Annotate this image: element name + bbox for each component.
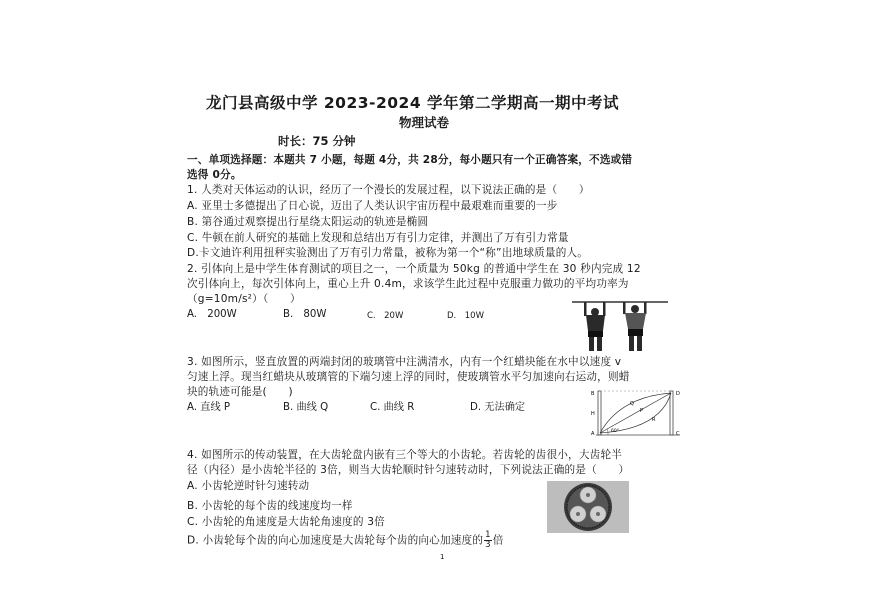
q2-stem-line2: 次引体向上，每次引体向上，重心上升 0.4m，求该学生此过程中克服重力做功的平均功率为 — [187, 278, 629, 290]
gear-photo — [547, 481, 629, 533]
label-d: D — [676, 391, 680, 397]
page-number: 1 — [440, 553, 445, 561]
q3-option-c: C. 曲线 R — [370, 402, 415, 413]
q2-stem-line3: （g=10m/s²）（ ） — [187, 293, 301, 305]
q2-stem-line1: 2. 引体向上是中学生体育测试的项目之一，一个质量为 50kg 的普通中学生在 30 秒内完成 12 — [187, 263, 641, 275]
q2-option-c: C. 20W — [367, 311, 404, 321]
q4-option-d-text: D. 小齿轮每个齿的向心加速度是大齿轮每个齿的向心加速度的 — [187, 534, 484, 547]
q3-option-b: B. 曲线 Q — [283, 402, 329, 413]
label-r: R — [652, 417, 656, 423]
q3-option-d: D. 无法确定 — [470, 402, 526, 413]
label-p: P — [640, 408, 644, 414]
pull-up-figure — [570, 298, 670, 354]
q4-option-c: C. 小齿轮的角速度是大齿轮角速度的 3倍 — [187, 516, 385, 528]
q1-option-c: C. 牛顿在前人研究的基础上发现和总结出万有引力定律，并测出了万有引力常量 — [187, 232, 569, 244]
q4-option-b: B. 小齿轮的每个齿的线速度均一样 — [187, 500, 353, 512]
exam-title: 龙门县高级中学 2023-2024 学年第二学期高一期中考试 — [206, 94, 620, 112]
label-a: A — [591, 431, 595, 437]
q4-option-a: A. 小齿轮逆时针匀速转动 — [187, 480, 310, 492]
label-q: Q — [630, 401, 634, 407]
q4-option-d-suffix: 倍 — [492, 534, 504, 547]
exam-subtitle: 物理试卷 — [399, 115, 450, 130]
label-c: C — [676, 431, 680, 437]
q4-stem-line1: 4. 如图所示的传动装置，在大齿轮盘内嵌有三个等大的小齿轮。若齿轮的齿很小，大齿轮半 — [187, 449, 623, 461]
q1-option-d: D.卡文迪许利用扭秤实验测出了万有引力常量，被称为第一个“称”出地球质量的人。 — [187, 247, 589, 259]
q3-stem-line2: 匀速上浮。现当红蜡块从玻璃管的下端匀速上浮的同时，使玻璃管水平匀加速向右运动，则蜡 — [187, 371, 630, 383]
section-instructions-line1: 一、单项选择题：本题共 7 小题，每题 4分，共 28分，每小题只有一个正确答案，不选或错 — [187, 154, 633, 166]
q2-option-a: A. 200W — [187, 309, 237, 320]
fraction-one-third — [484, 531, 492, 550]
q3-stem-line1: 3. 如图所示，竖直放置的两端封闭的玻璃管中注满清水，内有一个红蜡块能在水中以速度 v — [187, 356, 622, 368]
q1-option-a: A. 亚里士多德提出了日心说，迈出了人类认识宇宙历程中最艰难而重要的一步 — [187, 200, 558, 212]
q2-option-b: B. 80W — [283, 309, 327, 320]
q2-option-d: D. 10W — [447, 311, 484, 321]
q4-stem-line2: 径（内径）是小齿轮半径的 3倍，则当大齿轮顺时针匀速转动时，下列说法正确的是（ ） — [187, 464, 630, 476]
q3-option-a: A. 直线 P — [187, 402, 231, 413]
q3-stem-line3: 块的轨迹可能是( ) — [187, 386, 293, 398]
fraction-denominator: 3 — [485, 540, 491, 550]
section-instructions-line2: 选得 0分。 — [187, 169, 242, 181]
q4-option-d — [187, 531, 504, 550]
label-h: H — [591, 411, 595, 417]
label-angle: 60° — [611, 429, 619, 434]
q1-option-b: B. 第谷通过观察提出行星绕太阳运动的轨迹是椭圆 — [187, 216, 429, 228]
exam-duration: 时长：75 分钟 — [278, 134, 356, 148]
trajectory-figure — [590, 385, 686, 441]
label-b: B — [591, 391, 595, 397]
fraction-numerator: 1 — [485, 530, 491, 540]
q1-stem: 1. 人类对天体运动的认识，经历了一个漫长的发展过程，以下说法正确的是（ ） — [187, 184, 590, 196]
